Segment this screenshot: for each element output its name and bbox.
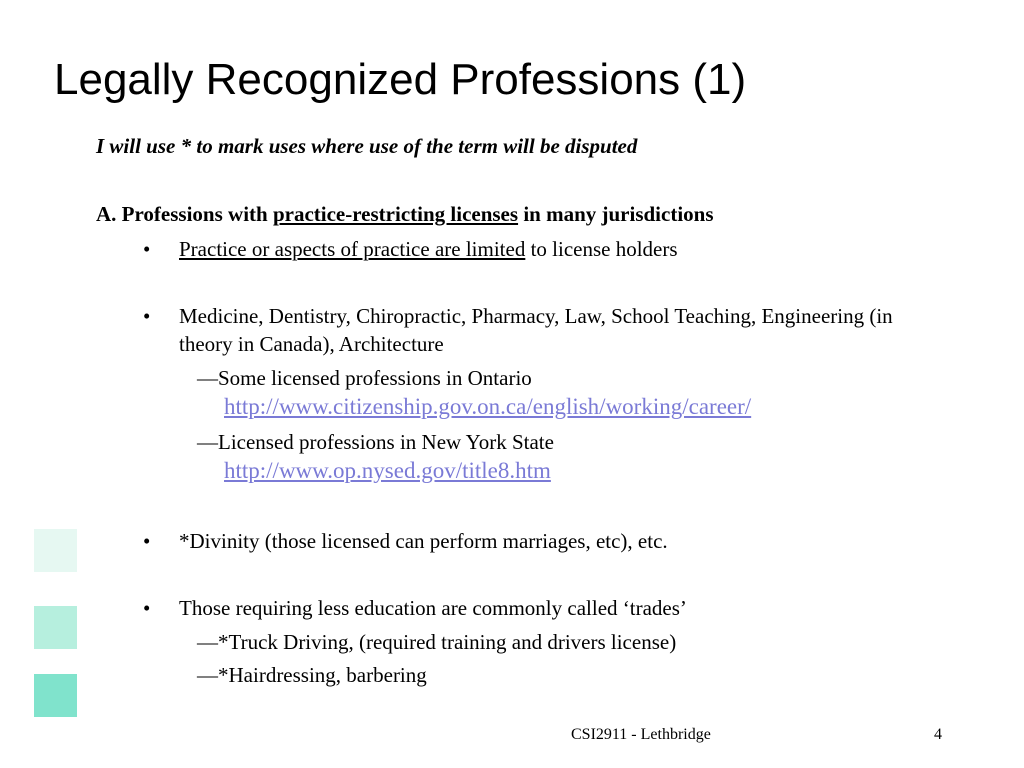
subitem-truck: —*Truck Driving, (required training and drivers license) [197,630,677,654]
link-newyork[interactable]: http://www.op.nysed.gov/title8.htm [224,458,551,483]
section-heading [96,202,714,227]
bullet-item: Those requiring less education are commonly called ‘trades’ [179,596,687,620]
bullet-item [179,235,939,263]
bullet-item: Medicine, Dentistry, Chiropractic, Pharmacy, Law, School Teaching, Engineering (in theory in Canada), Architecture [179,304,893,356]
subitem-hair: —*Hairdressing, barbering [197,663,427,687]
heading-suffix: in many jurisdictions [518,202,714,226]
bullet-marker: • [143,529,151,553]
slide-note: I will use * to mark uses where use of the term will be disputed [96,134,638,158]
decorative-square [34,674,77,717]
decorative-square [34,529,77,572]
bullet-item: *Divinity (those licensed can perform marriages, etc), etc. [179,529,668,553]
subitem-newyork: —Licensed professions in New York State [197,430,554,454]
bullet-rest: to license holders [525,237,678,261]
heading-prefix: A. Professions with [96,202,273,226]
footer-page-number: 4 [934,726,942,743]
footer-course: CSI2911 - Lethbridge [571,726,711,743]
bullet-marker: • [143,304,151,328]
slide-title: Legally Recognized Professions (1) [54,55,747,104]
bullet-marker: • [143,237,151,261]
bullet-marker: • [143,596,151,620]
heading-underlined: practice-restricting licenses [272,202,519,226]
bullet-underlined: Practice or aspects of practice are limited [179,237,526,261]
subitem-ontario: —Some licensed professions in Ontario [197,366,532,390]
decorative-square [34,606,77,649]
link-ontario[interactable]: http://www.citizenship.gov.on.ca/english/working/career/ [224,394,752,419]
